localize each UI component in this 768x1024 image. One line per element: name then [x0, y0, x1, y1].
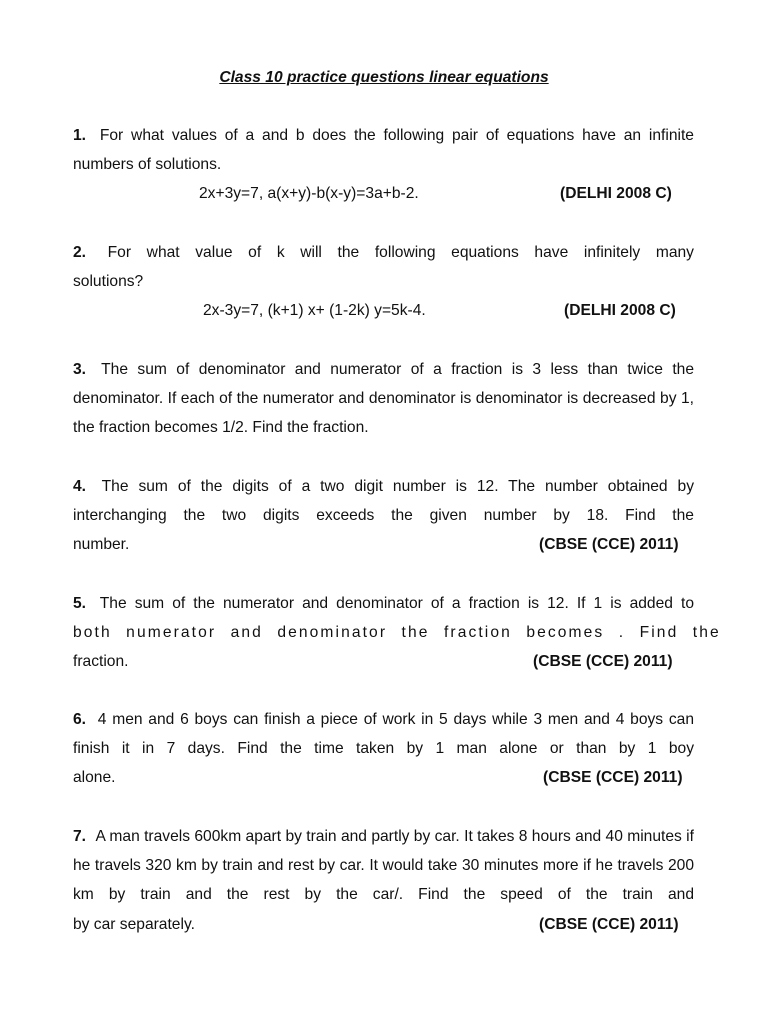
question-number: 4.: [73, 478, 87, 495]
equation-line: [73, 179, 694, 208]
question-text-end: fraction.: [73, 653, 129, 671]
question-text: The sum of the digits of a two digit number is 12. The number obtained by interchanging the two digits exceeds the given number by 18. Find the: [73, 478, 694, 525]
question-text-end: number.: [73, 536, 130, 554]
question-text: For what value of k will the following equations have infinitely many solutions?: [73, 244, 694, 291]
question-2: [73, 238, 694, 326]
question-text: A man travels 600km apart by train and partly by car. It takes 8 hours and 40 minutes if he travels 320 km by train and rest by car. It would take 30 minutes more if he travels 200 km by train and the rest by the car/. Find the speed of the train and: [73, 828, 694, 904]
question-4: [73, 472, 694, 560]
source-tag: (CBSE (CCE) 2011): [539, 536, 679, 554]
document-title: Class 10 practice questions linear equations: [219, 69, 549, 86]
equation: 2x+3y=7, a(x+y)-b(x-y)=3a+b-2.: [199, 185, 419, 203]
question-text: For what values of a and b does the following pair of equations have an infinite numbers of solutions.: [73, 127, 694, 174]
question-text: 4 men and 6 boys can finish a piece of work in 5 days while 3 men and 4 boys can finish it in 7 days. Find the time taken by 1 man alone or than by 1 boy: [73, 711, 694, 758]
source-line: [73, 530, 694, 559]
question-text: The sum of denominator and numerator of a fraction is 3 less than twice the denominator. If each of the numerator and denominator is denominator is decreased by 1, the fraction becomes 1/2. Find the fraction.: [73, 361, 695, 437]
question-text-end: by car separately.: [73, 915, 195, 933]
question-number: 6.: [73, 711, 87, 728]
question-number: 7.: [73, 828, 87, 845]
question-5: [73, 589, 721, 677]
source-line: [73, 763, 694, 792]
equation: 2x-3y=7, (k+1) x+ (1-2k) y=5k-4.: [203, 302, 426, 320]
question-6: [73, 705, 694, 793]
source-tag: (DELHI 2008 C): [564, 302, 676, 320]
question-7: [73, 822, 694, 939]
question-number: 1.: [73, 127, 87, 144]
question-text: The sum of the numerator and denominator of a fraction is 12. If 1 is added to: [99, 595, 694, 612]
equation-line: [73, 296, 694, 325]
question-text-end: alone.: [73, 769, 116, 787]
question-1: [73, 121, 694, 209]
source-line: [73, 910, 694, 939]
question-number: 3.: [73, 361, 87, 378]
question-number: 5.: [73, 595, 87, 612]
question-text-spaced: both numerator and denominator the fraction becomes . Find the: [73, 624, 721, 642]
source-tag: (CBSE (CCE) 2011): [543, 769, 683, 787]
source-tag: (DELHI 2008 C): [560, 185, 672, 203]
question-number: 2.: [73, 244, 87, 261]
source-tag: (CBSE (CCE) 2011): [539, 915, 679, 933]
question-3: [73, 355, 694, 443]
source-line: [73, 647, 694, 676]
source-tag: (CBSE (CCE) 2011): [533, 653, 673, 671]
